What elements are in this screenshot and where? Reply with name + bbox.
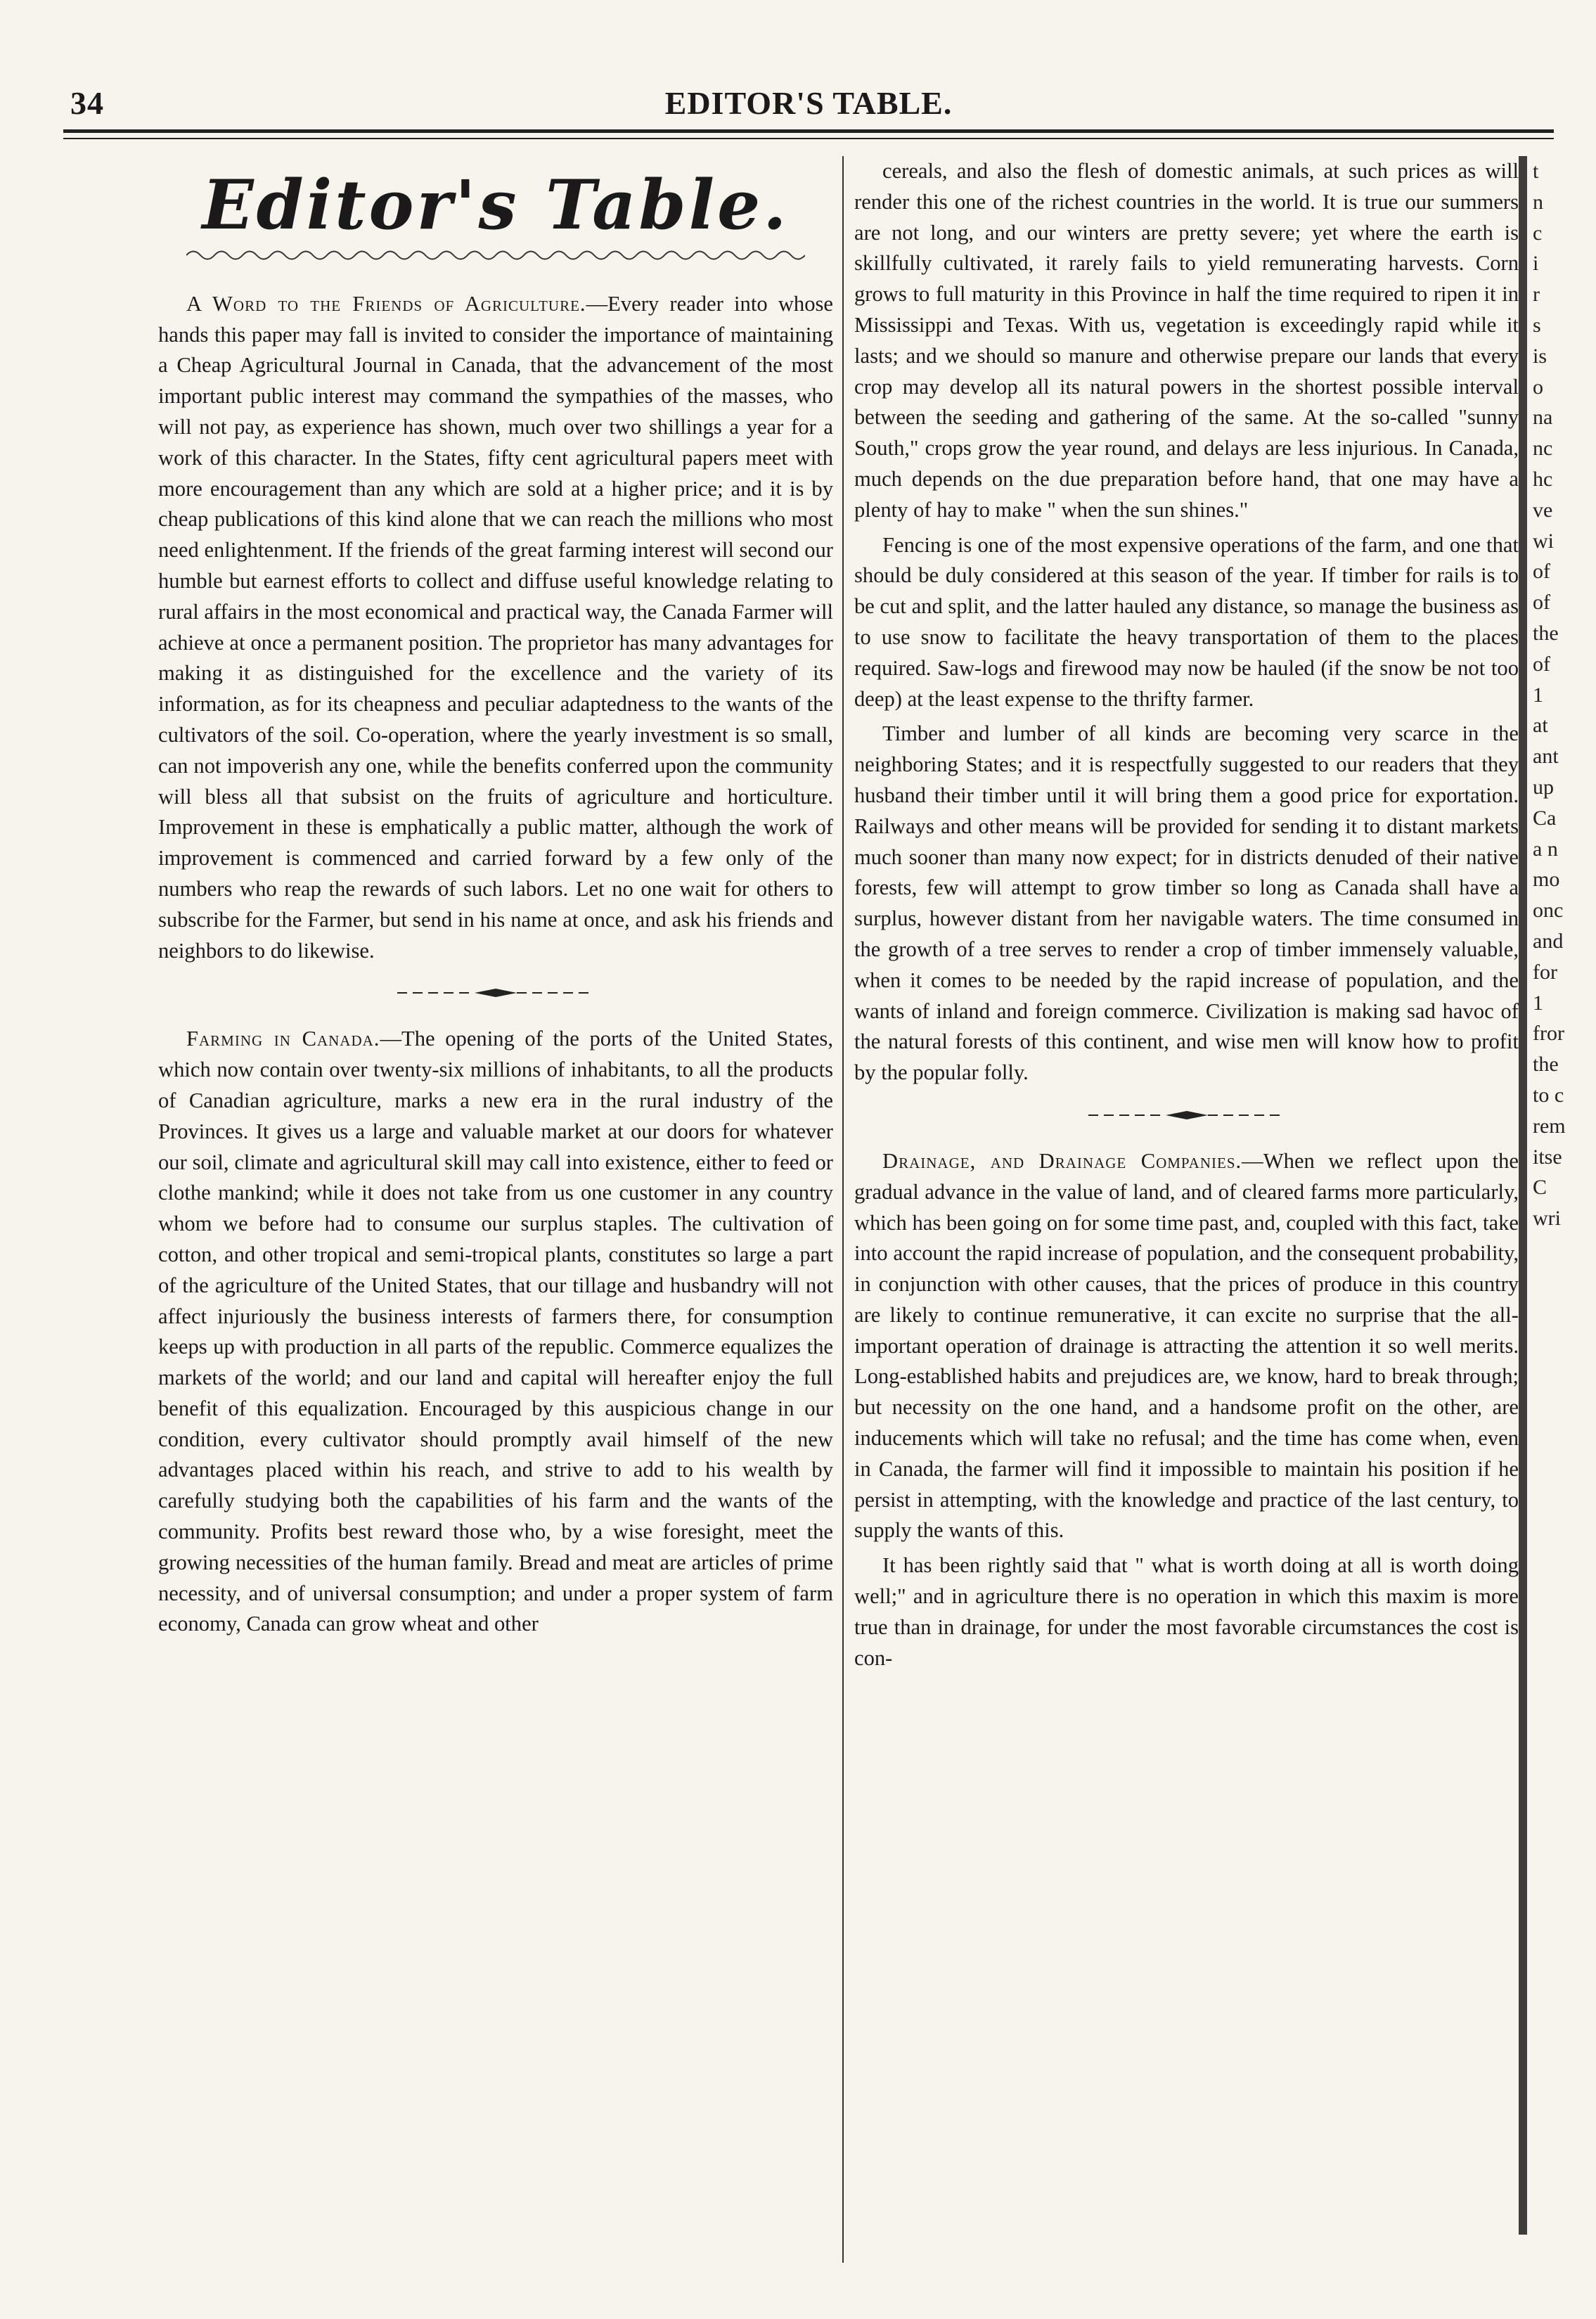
right-column <box>854 156 1519 2291</box>
paragraph-text: cereals, and also the flesh of domestic animals, at such prices as will render this one of the richest countries in the world. It is true our summers are not long, and our winters are pretty severe; yet where the earth is skillfully cultivated, it rarely fails to yield remunerating harvests. Corn grows to full maturity in this Province in half the time required to ripen it in Mississippi and Texas. With us, vegetation is exceedingly rapid while it lasts; and we should so manure and otherwise prepare our lands that every crop may develop all its natural powers in the shortest possible interval between the seeding and gathering of the same. At the so-called "sunny South," crops grow the year round, and delays are less injurious. In Canada, much depends on the due preparation before hand, that one may have a plenty of hay to make " when the sun shines." <box>854 159 1519 522</box>
paragraph <box>158 1024 833 1640</box>
column-divider <box>842 156 844 2263</box>
edge-fragment: ve <box>1533 498 1553 522</box>
header-rule-thin <box>63 138 1554 139</box>
edge-fragment: onc <box>1533 899 1564 923</box>
edge-fragment: of <box>1533 560 1550 584</box>
adjacent-page-fragments <box>1519 156 1596 2277</box>
edge-fragment: s <box>1533 313 1541 337</box>
edge-fragment: i <box>1533 252 1539 276</box>
edge-fragment: hc <box>1533 467 1553 491</box>
paragraph <box>854 1550 1519 1674</box>
edge-fragment: n <box>1533 190 1543 214</box>
paragraph-text: —The opening of the ports of the United States, which now contain over twenty-six millions of inhabitants, to all the products of Canadian agriculture, marks a new era in the rural industry of the Provinces. It gives us a large and valuable market at our doors for whatever our soil, climate and agricultural skill may call into existence, either to feed or clothe mankind; while it does not take from us one customer in any country whom we before had to consume our surplus staples. The cultivation of cotton, and other tropical and semi-tropical plants, constitutes so large a part of the agriculture of the United States, that our tillage and husbandry will not affect injuriously the business interests of farmers there, for consumption keeps up with production in all parts of the republic. Commerce equalizes the markets of the world; and our land and capital will hereafter enjoy the full benefit of this equalization. Encouraged by this auspicious change in our condition, every cultivator should promptly avail himself of the new advantages placed within his reach, and strive to add to his wealth by carefully studying both the capabilities of his farm and the wants of the community. Profits best reward those who, by a wise foresight, meet the growing necessities of the human family. Bread and meat are articles of prime necessity, and of universal consumption; and under a proper system of farm economy, Canada can grow wheat and other <box>158 1027 833 1636</box>
paragraph <box>158 289 833 967</box>
edge-fragment: for <box>1533 960 1557 984</box>
edge-fragment: fror <box>1533 1022 1564 1046</box>
masthead: Editor's Table. <box>202 165 790 245</box>
edge-fragment: C <box>1533 1176 1547 1200</box>
edge-fragment: of <box>1533 652 1550 676</box>
edge-fragment: rem <box>1533 1114 1566 1138</box>
edge-fragment: mo <box>1533 868 1560 892</box>
paragraph <box>854 719 1519 1088</box>
edge-fragment: Ca <box>1533 806 1557 830</box>
paragraph-text: Timber and lumber of all kinds are becoming very scarce in the neighboring States; and it is respectfully suggested to our readers that they husband their timber until it will bring them a good price for exportation. Railways and other means will be provided for sending it to distant markets much sooner than many now expect; for in districts denuded of their native forests, few will attempt to grow timber so long as Canada shall have a surplus, however distant from her navigable waters. The time consumed in the growth of a tree serves to render a crop of timber immensely valuable, when it comes to be needed by the rapid increase of population, and the wants of inland and foreign commerce. Civilization is making sad havoc of the natural forests of this continent, and wise men will know how to profit by the popular folly. <box>854 721 1519 1085</box>
paragraph-text: Fencing is one of the most expensive operations of the farm, and one that should be duly considered at this season of the year. If timber for rails is to be cut and split, and the latter hauled any distance, so manage the business as to use snow to facilitate the heavy transportation of them to the places required. Saw-logs and firewood may now be hauled (if the snow be not too deep) at the least expense to the thrifty farmer. <box>854 532 1519 711</box>
edge-fragment: o <box>1533 375 1543 399</box>
paragraph-lead: Drainage, and Drainage Companies. <box>882 1148 1242 1173</box>
paragraph <box>854 1146 1519 1546</box>
paragraph-lead: Farming in Canada. <box>186 1027 380 1051</box>
edge-fragment: 1 <box>1533 991 1543 1015</box>
page-number: 34 <box>70 85 104 121</box>
edge-fragment: itse <box>1533 1145 1562 1169</box>
edge-fragment: a n <box>1533 837 1558 861</box>
edge-fragment: the <box>1533 621 1559 645</box>
edge-fragment: to c <box>1533 1083 1564 1107</box>
left-column-body <box>158 289 833 1640</box>
edge-fragment: the <box>1533 1053 1559 1077</box>
edge-fragment: at <box>1533 714 1548 738</box>
paragraph <box>854 530 1519 715</box>
left-column <box>158 156 833 2291</box>
header-rule <box>63 129 1554 133</box>
paragraph-text: —Every reader into whose hands this paper may fall is invited to consider the importance of maintaining a Cheap Agricultural Journal in Canada, that the advancement of the most important public interest may command the sympathies of the masses, who will not pay, as experience has shown, much over two shillings a year for a work of this character. In the States, fifty cent agricultural papers meet with more encouragement than any which are sold at a higher price; and it is by cheap publications of this kind alone that we can reach the millions who most need enlightenment. If the friends of the great farming interest will second our humble but earnest efforts to collect and diffuse useful knowledge relating to rural affairs in the most economical and practical way, the Canada Farmer will achieve at once a permanent position. The proprietor has many advantages for making it as distinguished for the excellence and the variety of its information, as for its cheapness and peculiar adaptedness to the wants of the cultivators of the soil. Co-operation, where the yearly investment is so small, can not impoverish any one, while the benefits conferred upon the community will bless all that subsist on the fruits of agriculture and horticulture. Improvement in these is emphatically a public matter, although the work of improvement is commenced and carried forward by a few only of the numbers who reap the rewards of such labors. Let no one wait for others to subscribe for the Farmer, but send in his name at once, and ask his friends and neighbors to do likewise. <box>158 291 833 963</box>
paragraph-text: It has been rightly said that " what is worth doing at all is worth doing well;" and in agriculture there is no operation in which this maxim is more true than in drainage, for under the most favorable circumstances the cost is con- <box>854 1553 1519 1670</box>
edge-fragment: of <box>1533 591 1550 615</box>
section-separator-ornament <box>1081 1108 1292 1122</box>
edge-fragment: wi <box>1533 529 1554 553</box>
edge-fragment: and <box>1533 929 1564 953</box>
ornament-wavy-line <box>186 248 805 263</box>
edge-fragment: c <box>1533 221 1543 245</box>
edge-fragment: 1 <box>1533 683 1543 707</box>
running-head <box>63 84 1554 129</box>
edge-fragment: ant <box>1533 745 1559 769</box>
edge-fragment: wri <box>1533 1207 1561 1231</box>
paragraph-text: —When we reflect upon the gradual advance in the value of land, and of cleared farms more particularly, which has been going on for some time past, and, coupled with this fact, take into account the rapid increase of population, and the consequent probability, in conjunction with other causes, that the prices of produce in this country are likely to continue remunerative, it can excite no surprise that the all-important operation of drainage is attracting the attention it so well merits. Long-established habits and prejudices are, we know, hard to break through; but necessity on the one hand, and a handsome profit on the other, are inducements which will take no refusal; and the time has come when, even in Canada, the farmer will find it impossible to maintain his position if he persist in attempting, with the knowledge and practice of the last century, to supply the wants of this. <box>854 1148 1519 1543</box>
section-separator-ornament <box>390 986 601 1000</box>
edge-fragment: is <box>1533 344 1547 368</box>
edge-fragment: na <box>1533 406 1553 430</box>
paragraph <box>854 156 1519 526</box>
paragraph-lead: A Word to the Friends of Agriculture. <box>186 291 586 316</box>
edge-fragment: up <box>1533 775 1554 799</box>
right-column-body <box>854 156 1519 1674</box>
edge-fragment: t <box>1533 160 1539 183</box>
header-title: EDITOR'S TABLE. <box>664 85 953 121</box>
edge-fragment: r <box>1533 283 1540 307</box>
edge-fragment: nc <box>1533 437 1553 461</box>
